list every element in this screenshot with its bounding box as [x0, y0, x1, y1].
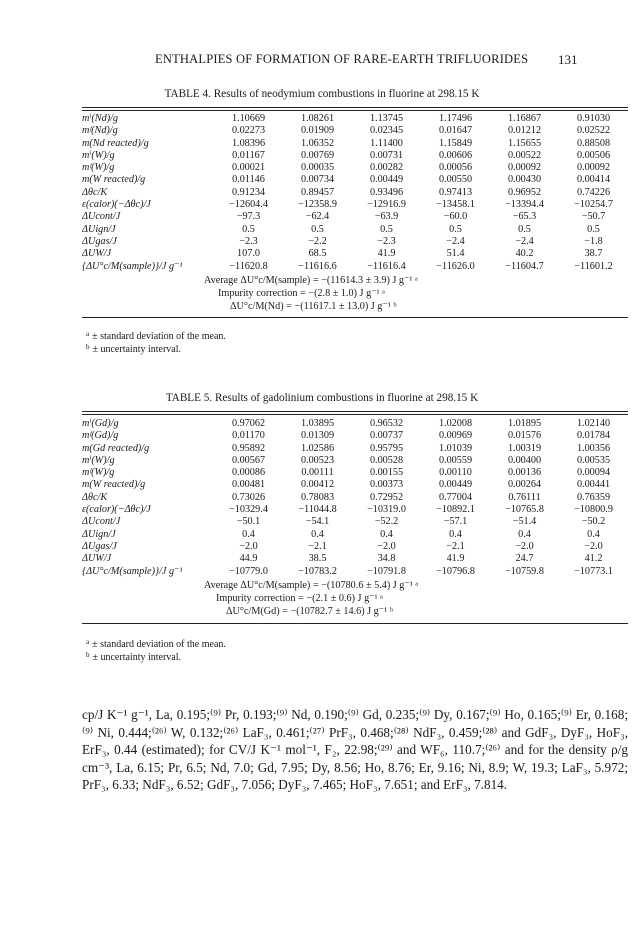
footnote-mark: b [86, 651, 90, 659]
table-row [82, 174, 628, 186]
table-cell: 40.2 [515, 248, 534, 260]
table-cell: −1.8 [584, 235, 603, 247]
table-row [82, 248, 628, 260]
table-cell: −12358.9 [298, 199, 337, 211]
row-label: mⁱ(W)/g [82, 454, 115, 466]
row-label: mⁱ(Gd)/g [82, 418, 119, 429]
row-label: mⁱ(Nd)/g [82, 113, 119, 124]
table5-body [82, 418, 628, 578]
table-cell: 1.01039 [438, 442, 473, 454]
table-row [82, 113, 628, 125]
table-cell: 1.00319 [507, 442, 542, 454]
table-cell: −50.1 [236, 516, 261, 528]
table4-impurity-correction: Impurity correction = −(2.8 ± 1.0) J g⁻¹ ᵃ [218, 288, 385, 299]
table-cell: −10254.7 [574, 199, 613, 211]
table-cell: 1.03895 [300, 418, 335, 429]
table-cell: 0.01909 [300, 125, 335, 137]
row-label: ΔUign/J [82, 528, 116, 540]
table-row [82, 199, 628, 211]
table-cell: 0.00021 [231, 162, 266, 174]
table-cell: 0.93496 [369, 186, 404, 198]
table-cell: 1.13745 [369, 113, 404, 124]
row-label: mᶠ(Nd)/g [82, 125, 118, 137]
table-cell: 0.00535 [576, 454, 611, 466]
table-cell: 1.17496 [438, 113, 473, 124]
table-cell: −63.9 [374, 211, 399, 223]
table-cell: 0.00092 [576, 162, 611, 174]
table4-bottom-rule [82, 317, 628, 318]
table-row [82, 224, 628, 236]
table-cell: 0.02345 [369, 125, 404, 137]
table-row [82, 529, 628, 541]
table-row [82, 541, 628, 553]
table-cell: 0.00559 [438, 454, 473, 466]
table-cell: −13458.1 [436, 199, 475, 211]
table-cell: 0.5 [449, 223, 462, 235]
table-cell: 1.11400 [370, 137, 403, 149]
table-cell: −52.2 [374, 516, 399, 528]
table4-top-rule [82, 107, 628, 111]
table-cell: 0.00449 [369, 174, 404, 186]
row-label: Δθc/K [82, 186, 108, 198]
table-cell: 0.76359 [576, 491, 611, 503]
table-cell: 0.88508 [576, 137, 611, 149]
table-cell: 38.5 [308, 553, 327, 565]
table4-footnote-b [86, 341, 181, 356]
table-cell: 0.5 [380, 223, 393, 235]
table-cell: −50.2 [581, 516, 606, 528]
table-cell: 0.00737 [369, 430, 404, 442]
table-cell: 0.76111 [508, 491, 541, 503]
table-row [82, 467, 628, 479]
table-cell: 1.06352 [300, 137, 335, 149]
table-cell: −10773.1 [574, 565, 613, 577]
running-head-title: ENTHALPIES OF FORMATION OF RARE-EARTH TRIFLUORIDES [155, 52, 529, 66]
table-cell: 0.95795 [369, 442, 404, 454]
table-row [82, 211, 628, 223]
table-cell: 0.00734 [300, 174, 335, 186]
row-label: ΔUign/J [82, 223, 116, 235]
table-cell: 41.9 [446, 553, 465, 565]
table-cell: 51.4 [446, 248, 465, 260]
table-cell: −62.4 [305, 211, 330, 223]
table-cell: −2.2 [308, 235, 327, 247]
table-cell: −13394.4 [505, 199, 544, 211]
table-cell: 68.5 [308, 248, 327, 260]
table-cell: 0.01146 [232, 174, 265, 186]
table-row [82, 504, 628, 516]
row-label: mᶠ(W)/g [82, 162, 115, 174]
table-cell: 0.00400 [507, 454, 542, 466]
footnote-text: ± standard deviation of the mean. [92, 331, 226, 342]
table-cell: 0.00414 [576, 174, 611, 186]
table5-footnote-b [86, 649, 181, 664]
table-cell: 41.2 [584, 553, 603, 565]
table-cell: 0.00056 [438, 162, 473, 174]
table-cell: 1.10669 [231, 113, 266, 124]
row-label: ΔUW/J [82, 553, 112, 565]
table-cell: −11044.8 [298, 504, 337, 516]
table-cell: 0.96952 [507, 186, 542, 198]
table-cell: 0.00606 [438, 149, 473, 161]
table-cell: 0.00731 [369, 149, 404, 161]
table-row [82, 553, 628, 565]
table-cell: 0.72952 [369, 491, 404, 503]
table-cell: 0.78083 [300, 491, 335, 503]
table-row [82, 125, 628, 137]
table-cell: 0.4 [311, 528, 324, 540]
table4-result: ΔU°c/M(Nd) = −(11617.1 ± 13.0) J g⁻¹ ᵇ [230, 301, 397, 312]
table-cell: 0.01167 [232, 149, 265, 161]
row-label: {ΔU°c/M(sample)}/J g⁻¹ [82, 260, 183, 272]
row-label: ΔUgas/J [82, 235, 117, 247]
table-cell: −12604.4 [229, 199, 268, 211]
table-cell: −12916.9 [367, 199, 406, 211]
table-cell: 34.8 [377, 553, 396, 565]
table-cell: 24.7 [515, 553, 534, 565]
table-row [82, 516, 628, 528]
table-cell: −11626.0 [436, 260, 475, 272]
table-cell: 1.08261 [300, 113, 335, 124]
table-cell: −11620.8 [229, 260, 268, 272]
table-cell: −10800.9 [574, 504, 613, 516]
table-cell: 0.00550 [438, 174, 473, 186]
table-cell: 0.00155 [369, 467, 404, 479]
table-row [82, 455, 628, 467]
table-row [82, 443, 628, 455]
table-cell: 0.96532 [369, 418, 404, 429]
table-cell: 1.00356 [576, 442, 611, 454]
table-cell: 0.00094 [576, 467, 611, 479]
row-label: {ΔU°c/M(sample)}/J g⁻¹ [82, 565, 183, 577]
table-cell: 0.00282 [369, 162, 404, 174]
table-cell: 0.91234 [231, 186, 266, 198]
table-cell: 0.91030 [576, 113, 611, 124]
table5-caption: TABLE 5. Results of gadolinium combustions in fluorine at 298.15 K [165, 392, 479, 404]
table-cell: −11604.7 [505, 260, 544, 272]
table5-average: Average ΔU°c/M(sample) = −(10780.6 ± 5.4) J g⁻¹ ᵃ [204, 580, 419, 591]
table-cell: −10319.0 [367, 504, 406, 516]
page-number: 131 [558, 52, 578, 67]
row-label: m(W reacted)/g [82, 174, 146, 186]
table-cell: 0.02273 [231, 125, 266, 137]
table-cell: 0.00969 [438, 430, 473, 442]
table-cell: 0.00441 [576, 479, 611, 491]
footnote-text: ± uncertainty interval. [92, 344, 182, 355]
table-row [82, 138, 628, 150]
table-cell: 0.00481 [231, 479, 266, 491]
table-cell: 1.15655 [507, 137, 542, 149]
table-cell: 0.00567 [231, 454, 266, 466]
table-cell: 0.00449 [438, 479, 473, 491]
table-cell: 0.89457 [300, 186, 335, 198]
table-cell: −10765.8 [505, 504, 544, 516]
table-row [82, 418, 628, 430]
table-cell: 1.02008 [438, 418, 473, 429]
table-cell: 0.73026 [231, 491, 266, 503]
table-cell: 0.00086 [231, 467, 266, 479]
table-cell: 0.95892 [231, 442, 266, 454]
table-cell: 0.4 [242, 528, 255, 540]
table-cell: −2.1 [446, 540, 465, 552]
row-label: ΔUW/J [82, 248, 112, 260]
table-cell: 0.4 [587, 528, 600, 540]
table-cell: 0.4 [449, 528, 462, 540]
footnote-mark: b [86, 343, 90, 351]
table4-body [82, 113, 628, 273]
table-cell: −10783.2 [298, 565, 337, 577]
table-row [82, 566, 628, 578]
table-cell: 1.16867 [507, 113, 542, 124]
table-cell: 0.01170 [232, 430, 265, 442]
table-cell: −57.1 [443, 516, 468, 528]
table-cell: 0.00264 [507, 479, 542, 491]
table5-top-rule [82, 411, 628, 415]
body-paragraph: cp/J K⁻¹ g⁻¹, La, 0.195;⁽⁹⁾ Pr, 0.193;⁽⁹⁾ Nd, 0.190;⁽⁹⁾ Gd, 0.235;⁽⁹⁾ Dy, 0.167;⁽⁹⁾ Ho, 0.165;⁽⁹⁾ Er, 0.168;⁽⁹⁾ Ni, 0.444;⁽²⁶⁾ W, 0.132;⁽²⁶⁾ LaF₃, 0.461;⁽²⁷⁾ PrF₃, 0.468;⁽²⁸⁾ NdF₃, 0.459;⁽²⁸⁾ and GdF₃, DyF₃, HoF₃, ErF₃, 0.44 (estimated); for CV/J K⁻¹ mol⁻¹, F₂, 22.98;⁽²⁹⁾ and WF₆, 110.7;⁽²⁶⁾ and for the density ρ/g cm⁻³, La, 6.15; Pr, 6.5; Nd, 7.0; Gd, 7.95; Dy, 8.56; Ho, 8.76; Er, 9.16; Ni, 8.9; W, 19.3; LaF₃, 5.972; PrF₃, 6.33; NdF₃, 6.52; GdF₃, 7.056; DyF₃, 7.465; HoF₃, 7.651; and ErF₃, 7.814. [82, 707, 628, 793]
table-cell: 0.00769 [300, 149, 335, 161]
footnote-mark: a [86, 330, 90, 338]
table-cell: 0.4 [380, 528, 393, 540]
row-label: mᶠ(Gd)/g [82, 430, 119, 442]
table-cell: 1.15849 [438, 137, 473, 149]
table-cell: −2.0 [584, 540, 603, 552]
footnote-text: ± uncertainty interval. [92, 652, 182, 663]
table-cell: −2.0 [239, 540, 258, 552]
table-cell: 44.9 [239, 553, 258, 565]
table-cell: 0.00373 [369, 479, 404, 491]
table-cell: −10892.1 [436, 504, 475, 516]
table-cell: −10796.8 [436, 565, 475, 577]
table-cell: −2.1 [308, 540, 327, 552]
table-cell: 0.4 [518, 528, 531, 540]
table-cell: −2.4 [446, 235, 465, 247]
table-cell: −54.1 [305, 516, 330, 528]
table-cell: 0.00522 [507, 149, 542, 161]
table-cell: 0.01212 [507, 125, 542, 137]
row-label: ΔUcont/J [82, 516, 121, 528]
table-cell: 107.0 [237, 248, 260, 260]
table-row [82, 187, 628, 199]
table-cell: −2.0 [377, 540, 396, 552]
table-cell: −2.0 [515, 540, 534, 552]
table-cell: −10329.4 [229, 504, 268, 516]
table-cell: 0.00506 [576, 149, 611, 161]
table-cell: −10759.8 [505, 565, 544, 577]
table-cell: 38.7 [584, 248, 603, 260]
table-cell: 0.00092 [507, 162, 542, 174]
table5-bottom-rule [82, 623, 628, 624]
table5-impurity-correction: Impurity correction = −(2.1 ± 0.6) J g⁻¹ ᵃ [216, 593, 383, 604]
table4 [82, 113, 628, 273]
table-cell: 1.01895 [507, 418, 542, 429]
table-cell: 0.01309 [300, 430, 335, 442]
table-cell: 0.00528 [369, 454, 404, 466]
table-cell: 0.5 [311, 223, 324, 235]
table-row [82, 430, 628, 442]
table-row [82, 492, 628, 504]
row-label: ΔUcont/J [82, 211, 121, 223]
table-cell: −51.4 [512, 516, 537, 528]
table-cell: 0.00111 [301, 467, 334, 479]
table-cell: 0.5 [242, 223, 255, 235]
row-label: mᶠ(W)/g [82, 467, 115, 479]
row-label: m(Gd reacted)/g [82, 442, 150, 454]
table-cell: 0.5 [587, 223, 600, 235]
row-label: m(W reacted)/g [82, 479, 146, 491]
table-cell: −65.3 [512, 211, 537, 223]
table-cell: −2.4 [515, 235, 534, 247]
row-label: ε(calor)(−Δθc)/J [82, 504, 151, 516]
row-label: ΔUgas/J [82, 540, 117, 552]
row-label: mⁱ(W)/g [82, 149, 115, 161]
table-cell: −11601.2 [574, 260, 613, 272]
table-cell: 0.97413 [438, 186, 473, 198]
table4-caption: TABLE 4. Results of neodymium combustions in fluorine at 298.15 K [164, 88, 480, 100]
table-cell: 1.02140 [576, 418, 611, 429]
table5 [82, 418, 628, 578]
table-row [82, 261, 628, 273]
table-cell: −2.3 [377, 235, 396, 247]
table-cell: 0.00523 [300, 454, 335, 466]
table-cell: 0.01576 [507, 430, 542, 442]
table-cell: 0.00035 [300, 162, 335, 174]
table5-result: ΔU°c/M(Gd) = −(10782.7 ± 14.6) J g⁻¹ ᵇ [226, 606, 393, 617]
table-cell: −10779.0 [229, 565, 268, 577]
table-cell: 0.00136 [507, 467, 542, 479]
table-cell: 0.77004 [438, 491, 473, 503]
row-label: Δθc/K [82, 491, 108, 503]
table-cell: 0.01647 [438, 125, 473, 137]
table-cell: 0.74226 [576, 186, 611, 198]
table-row [82, 150, 628, 162]
table-cell: −50.7 [581, 211, 606, 223]
table-cell: −11616.6 [298, 260, 337, 272]
table-row [82, 162, 628, 174]
table-row [82, 479, 628, 491]
table-cell: −60.0 [443, 211, 468, 223]
running-head [0, 52, 644, 72]
row-label: ε(calor)(−Δθc)/J [82, 199, 151, 211]
table-cell: 0.00110 [439, 467, 472, 479]
table4-average: Average ΔU°c/M(sample) = −(11614.3 ± 3.9) J g⁻¹ ᵃ [204, 275, 418, 286]
table-cell: 0.01784 [576, 430, 611, 442]
table-cell: 0.97062 [231, 418, 266, 429]
table-row [82, 236, 628, 248]
row-label: m(Nd reacted)/g [82, 137, 149, 149]
table-cell: 1.08396 [231, 137, 266, 149]
footnote-text: ± standard deviation of the mean. [92, 639, 226, 650]
table-cell: −2.3 [239, 235, 258, 247]
table-cell: −10791.8 [367, 565, 406, 577]
table-cell: −11616.4 [367, 260, 406, 272]
table-cell: 0.5 [518, 223, 531, 235]
table-cell: −97.3 [236, 211, 261, 223]
table-cell: 1.02586 [300, 442, 335, 454]
table-cell: 0.02522 [576, 125, 611, 137]
footnote-mark: a [86, 638, 90, 646]
table-cell: 0.00430 [507, 174, 542, 186]
table-cell: 41.9 [377, 248, 396, 260]
table-cell: 0.00412 [300, 479, 335, 491]
